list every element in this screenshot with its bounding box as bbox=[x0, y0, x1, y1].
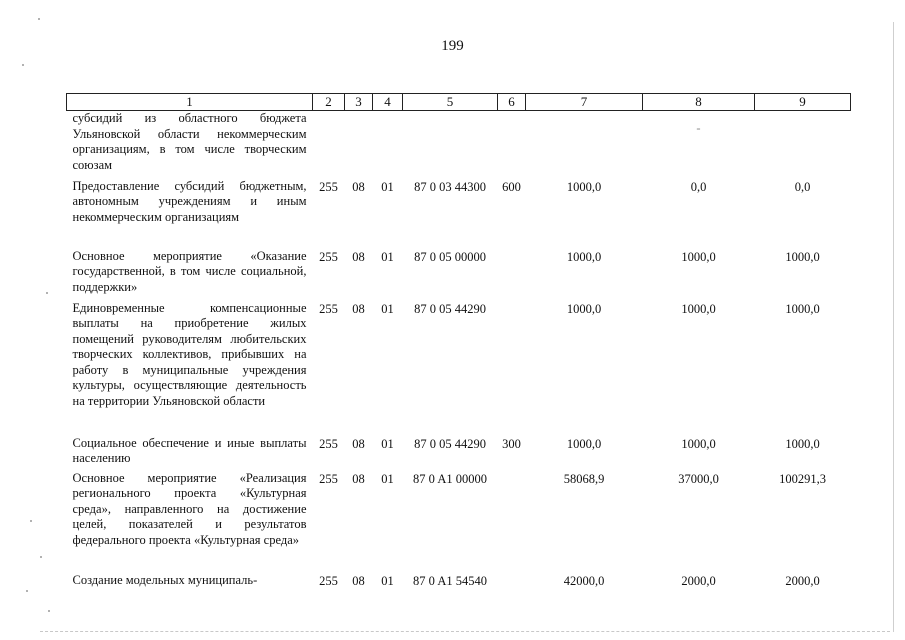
header-cell-9: 9 bbox=[755, 94, 851, 111]
header-cell-1: 1 bbox=[67, 94, 313, 111]
scan-speck bbox=[30, 520, 32, 522]
col-9-value: 1000,0 bbox=[785, 249, 820, 264]
col-3-value: 08 bbox=[352, 471, 365, 486]
col-6-value bbox=[498, 301, 526, 436]
col-3-value: 08 bbox=[352, 436, 365, 451]
col-8-value: 1000,0 bbox=[681, 436, 716, 451]
col-2-value bbox=[313, 111, 345, 179]
col-9-value: 100291,3 bbox=[779, 471, 826, 486]
table-row bbox=[67, 436, 851, 471]
scan-speck bbox=[46, 292, 48, 294]
col-5-value: 87 0 A1 54540 bbox=[413, 573, 487, 588]
col-2-value: 255 bbox=[319, 249, 338, 264]
col-2-value: 255 bbox=[319, 301, 338, 316]
col-5-value bbox=[403, 111, 498, 179]
header-cell-5: 5 bbox=[403, 94, 498, 111]
scan-speck bbox=[48, 610, 50, 612]
table-header-row bbox=[67, 94, 851, 111]
header-cell-8: 8 bbox=[643, 94, 755, 111]
header-cell-7: 7 bbox=[526, 94, 643, 111]
col-6-value: 300 bbox=[502, 436, 521, 451]
col-7-value: 58068,9 bbox=[563, 471, 605, 486]
table-row bbox=[67, 111, 851, 179]
header-cell-3: 3 bbox=[345, 94, 373, 111]
scan-speck bbox=[22, 64, 24, 66]
col-4-value: 01 bbox=[381, 301, 394, 316]
col-9-value: 2000,0 bbox=[785, 573, 820, 588]
col-4-value bbox=[373, 111, 403, 179]
col-8-value: - bbox=[696, 121, 701, 135]
page-bottom-edge bbox=[40, 631, 890, 632]
col-5-value: 87 0 05 00000 bbox=[414, 249, 486, 264]
col-2-value: 255 bbox=[319, 436, 338, 451]
scan-speck bbox=[26, 590, 28, 592]
col-3-value: 08 bbox=[352, 179, 365, 194]
col-8-value: 37000,0 bbox=[678, 471, 719, 486]
col-9-value: 0,0 bbox=[794, 179, 811, 194]
col-5-value: 87 0 03 44300 bbox=[414, 179, 486, 194]
table-row bbox=[67, 249, 851, 301]
col-6-value bbox=[498, 249, 526, 301]
col-7-value: 42000,0 bbox=[563, 573, 605, 588]
col-6-value bbox=[498, 471, 526, 573]
row-description: Основное мероприятие «Оказание государственной, в том числе социальной, поддержки» bbox=[72, 248, 307, 294]
header-cell-4: 4 bbox=[373, 94, 403, 111]
col-7-value: 1000,0 bbox=[566, 436, 602, 451]
header-cell-6: 6 bbox=[498, 94, 526, 111]
col-2-value: 255 bbox=[319, 471, 338, 486]
row-description: Создание модельных муниципаль- bbox=[72, 572, 258, 587]
table-row bbox=[67, 179, 851, 249]
col-5-value: 87 0 05 44290 bbox=[414, 301, 486, 316]
col-4-value: 01 bbox=[381, 179, 394, 194]
col-8-value: 2000,0 bbox=[681, 573, 716, 588]
col-4-value: 01 bbox=[381, 249, 394, 264]
page-number: 199 bbox=[441, 38, 464, 54]
row-description: Предоставление субсидий бюджетным, автономным учреждениям и иным некоммерческим организациям bbox=[72, 178, 307, 224]
row-description: Основное мероприятие «Реализация регионального проекта «Культурная среда», направленного на достижение целей, показателей и результатов федерального проекта «Культурная среда» bbox=[72, 470, 307, 547]
col-4-value: 01 bbox=[381, 471, 394, 486]
col-5-value: 87 0 05 44290 bbox=[414, 436, 486, 451]
row-description: субсидий из областного бюджета Ульяновской области некоммерческим организациям, в том числе творческим союзам bbox=[72, 111, 307, 172]
col-3-value: 08 bbox=[352, 249, 365, 264]
col-3-value bbox=[345, 111, 373, 179]
table-row bbox=[67, 573, 851, 593]
col-6-value bbox=[498, 573, 526, 593]
col-7-value: 1000,0 bbox=[566, 249, 602, 264]
table-row bbox=[67, 471, 851, 573]
page-right-edge bbox=[893, 22, 894, 632]
col-2-value: 255 bbox=[319, 573, 338, 588]
col-8-value: 1000,0 bbox=[681, 301, 716, 316]
col-7-value: 1000,0 bbox=[566, 301, 602, 316]
col-9-value bbox=[755, 111, 851, 179]
col-7-value bbox=[526, 111, 643, 179]
col-2-value: 255 bbox=[319, 179, 338, 194]
col-3-value: 08 bbox=[352, 301, 365, 316]
col-7-value: 1000,0 bbox=[566, 179, 602, 194]
col-4-value: 01 bbox=[381, 573, 394, 588]
col-6-value: 600 bbox=[502, 179, 521, 194]
header-cell-2: 2 bbox=[313, 94, 345, 111]
col-9-value: 1000,0 bbox=[785, 436, 820, 451]
budget-table bbox=[66, 93, 851, 593]
row-description: Социальное обеспечение и иные выплаты населению bbox=[72, 435, 307, 465]
col-8-value: 1000,0 bbox=[681, 249, 716, 264]
col-6-value bbox=[498, 111, 526, 179]
col-3-value: 08 bbox=[352, 573, 365, 588]
col-4-value: 01 bbox=[381, 436, 394, 451]
row-description: Единовременные компенсационные выплаты на приобретение жилых помещений руководителям любительских творческих коллективов, прибывших на работу в муниципальные учреждения культуры, осуществляющие деятельность на территории Ульяновской области bbox=[72, 300, 307, 408]
col-8-value: 0,0 bbox=[690, 179, 707, 194]
scan-speck bbox=[40, 556, 42, 558]
col-5-value: 87 0 A1 00000 bbox=[413, 471, 487, 486]
scan-speck bbox=[38, 18, 40, 20]
table-row bbox=[67, 301, 851, 436]
col-9-value: 1000,0 bbox=[785, 301, 820, 316]
